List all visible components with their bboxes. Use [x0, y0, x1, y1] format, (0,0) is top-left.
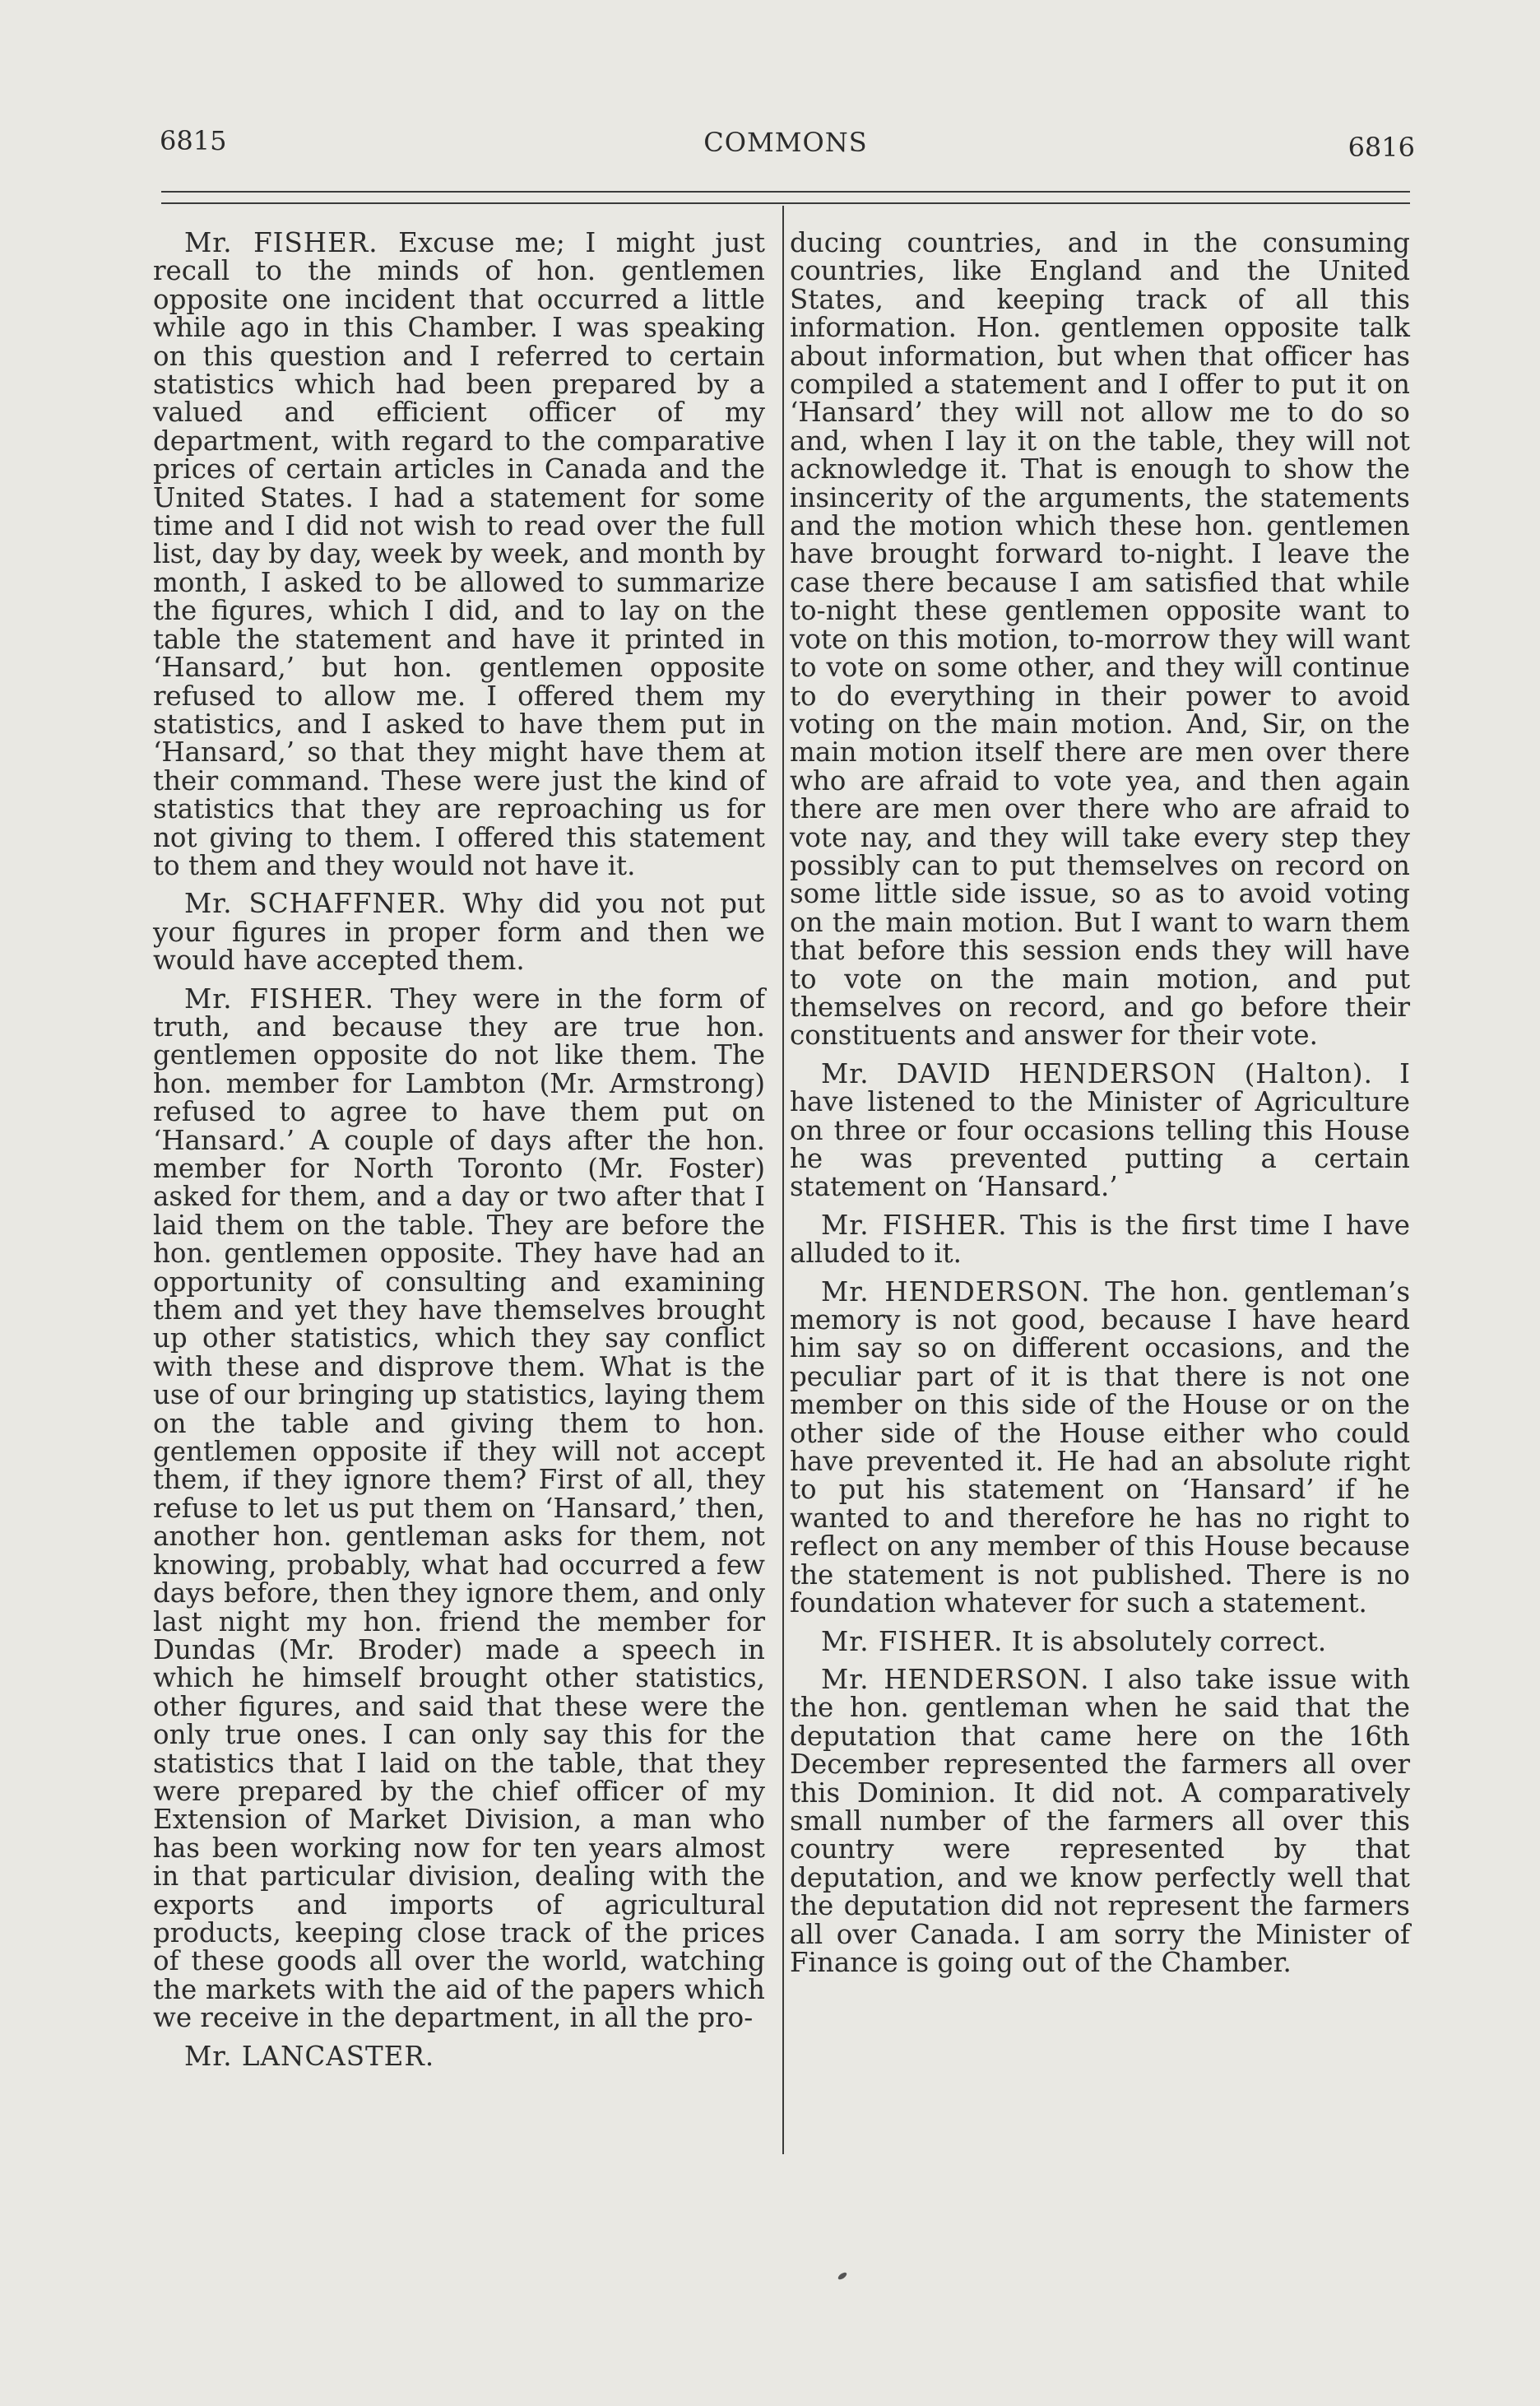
page-number-right: 6816 [1348, 132, 1415, 163]
running-title: COMMONS [703, 127, 868, 158]
speaker-name: Mr. HENDERSON. [821, 1663, 1090, 1695]
paragraph [790, 1625, 1410, 1657]
speech-text: Why did you not put your figures in proper form and then we would have accepted them. [153, 888, 765, 977]
paragraph [153, 2042, 765, 2070]
paragraph [790, 1057, 1411, 1203]
speaker-name: Mr. FISHER. [184, 982, 374, 1015]
speaker-name: Mr. SCHAFFNER. [184, 888, 448, 920]
page-number-left: 6815 [160, 125, 227, 156]
speech-text: It is absolutely correct. [1003, 1625, 1327, 1657]
ink-mark [837, 2271, 847, 2281]
speaker-name: Mr. DAVID HENDERSON (Halton). [821, 1057, 1373, 1089]
speaker-name: Mr. LANCASTER. [184, 2040, 435, 2072]
header-rule-bottom [161, 202, 1410, 204]
right-column [790, 229, 1410, 1986]
speech-text: Excuse me; I might just recall to the minds of hon. gentlemen opposite one incident that occurred a little while ago in this Chamber. I was speaking on this question and I referred to certain statistics which had been prepared by a valued and efficient officer of my department, with regard to the comparative prices of certain articles in Canada and the United States. I had a statement for some time and I did not wish to read over the full list, day by day, week by week, and month by month, I asked to be allowed to summarize the figures, which I did, and to lay on the table the statement and have it printed in ‘Hansard,’ but hon. gentlemen opposite refused to allow me. I offered them my statistics, and I asked to have them put in ‘Hansard,’ so that they might have them at their command. These were just the kind of statistics that they are reproaching us for not giving to them. I offered this statement to them and they would not have it. [153, 227, 765, 881]
header-rule-top [161, 191, 1410, 193]
speech-text: The hon. gentleman’s memory is not good, because I have heard him say so on different occasions, and the peculiar part of it is that there is not one member on this side of the House or on the other side of the House either who could have prevented it. He had an absolute right to put his statement on ‘Hansard’ if he wanted to and therefore he has no right to reflect on any member of this House because the statement is not published. There is no foundation whatever for such a statement. [790, 1275, 1411, 1619]
paragraph-continued [790, 229, 1410, 1050]
paragraph [790, 1275, 1411, 1619]
speaker-name: Mr. FISHER. [821, 1209, 1008, 1241]
speaker-name: Mr. FISHER. [184, 227, 378, 258]
speech-text: I have listened to the Minister of Agriculture on three or four occasions telling this House he was prevented putting a certain statement on ‘Hansard.’ [790, 1057, 1411, 1203]
speaker-name: Mr. FISHER. [821, 1625, 1004, 1657]
speaker-name: Mr. HENDERSON. [821, 1275, 1091, 1308]
paragraph [790, 1665, 1410, 1976]
speech-text: I also take issue with the hon. gentleman when he said that the deputation that came here on the 16th December represented the farmers all over this Dominion. It did not. A comparatively small number of the farmers all over this country were represented by that deputation, and we know perfectly well that the deputation did not represent the farmers all over Canada. I am sorry the Minister of Finance is going out of the Chamber. [790, 1663, 1410, 1978]
paragraph [153, 888, 765, 977]
left-column [153, 229, 765, 2080]
column-divider [782, 206, 784, 2154]
page-header [156, 125, 1415, 166]
paragraph [153, 982, 765, 2034]
speech-text: They were in the form of truth, and because they are true hon. gentlemen opposite do not like them. The hon. member for Lambton (Mr. Armstrong) refused to agree to have them put on ‘Hansard.’ A couple of days after the hon. member for North Toronto (Mr. Foster) asked for them, and a day or two after that I laid them on the table. They are before the hon. gentlemen opposite. They have had an opportunity of consulting and examining them and yet they have themselves brought up other statistics, which they say conflict with these and disprove them. What is the use of our bringing up statistics, laying them on the table and giving them to hon. gentlemen opposite if they will not accept them, if they ignore them? First of all, they refuse to let us put them on ‘Hansard,’ then, another hon. gentleman asks for them, not knowing, probably, what had occurred a few days before, then they ignore them, and only last night my hon. friend the member for Dundas (Mr. Broder) made a speech in which he himself brought other statistics, other figures, and said that these were the only true ones. I can only say this for the statistics that I laid on the table, that they were prepared by the chief officer of my Extension of Market Division, a man who has been working now for ten years almost in that particular division, dealing with the exports and imports of agricultural products, keeping close track of the prices of these goods all over the world, watching the markets with the aid of the papers which we receive in the department, in all the pro- [153, 982, 765, 2034]
speech-text: ducing countries, and in the consuming countries, like England and the United States, and keeping track of all this information. Hon. gentlemen opposite talk about information, but when that officer has compiled a statement and I offer to put it on ‘Hansard’ they will not allow me to do so and, when I lay it on the table, they will not acknowledge it. That is enough to show the insincerity of the arguments, the statements and the motion which these hon. gentlemen have brought forward to-night. I leave the case there because I am satisfied that while to-night these gentlemen opposite want to vote on this motion, to-morrow they will want to vote on some other, and they will continue to do everything in their power to avoid voting on the main motion. And, Sir, on the main motion itself there are men over there who are afraid to vote yea, and then again there are men over there who are afraid to vote nay, and they will take every step they possibly can to put themselves on record on some little side issue, so as to avoid voting on the main motion. But I want to warn them that before this session ends they will have to vote on the main motion, and put themselves on record, and go before their constituents and answer for their vote. [790, 227, 1410, 1052]
paragraph [153, 229, 765, 880]
speech-text: This is the first time I have alluded to it. [790, 1209, 1410, 1270]
paragraph [790, 1211, 1410, 1268]
